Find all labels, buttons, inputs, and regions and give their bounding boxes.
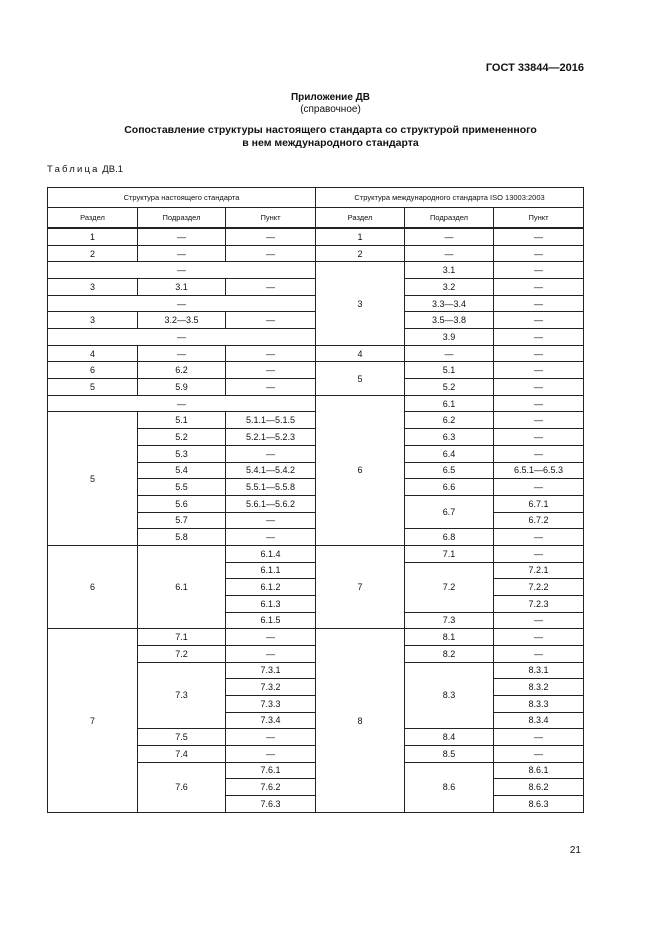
table-caption-number: ДВ.1 <box>102 164 123 175</box>
table-cell: 5.2 <box>405 379 494 396</box>
table-cell: 6.1.1 <box>226 562 316 579</box>
table-cell: 8.1 <box>405 629 494 646</box>
table-cell: 3 <box>48 279 138 296</box>
table-cell: 3.2—3.5 <box>138 312 226 329</box>
annex-title: Приложение ДВ <box>290 92 371 103</box>
table-cell: — <box>494 479 584 496</box>
table-row <box>48 228 584 245</box>
table-cell: 7.2.1 <box>494 562 584 579</box>
table-cell: 2 <box>48 245 138 262</box>
table-cell: 6.7.1 <box>494 495 584 512</box>
annex-header <box>0 92 661 116</box>
table-cell: 7.6.2 <box>226 779 316 796</box>
table-cell: 7.2 <box>405 562 494 612</box>
table-cell: — <box>48 329 316 346</box>
table-cell: 8.3.2 <box>494 679 584 696</box>
table-cell: 5 <box>48 379 138 396</box>
table-cell: 6.4 <box>405 445 494 462</box>
table-cell: 5.1.1—5.1.5 <box>226 412 316 429</box>
table-cell: 7.1 <box>138 629 226 646</box>
table-cell: 6.1 <box>138 545 226 628</box>
table-cell: 5.5 <box>138 479 226 496</box>
table-cell: — <box>48 295 316 312</box>
table-cell: 3.5—3.8 <box>405 312 494 329</box>
table-cell: — <box>494 279 584 296</box>
table-cell: 5 <box>316 362 405 395</box>
table-cell: 3.2 <box>405 279 494 296</box>
table-cell: — <box>226 645 316 662</box>
table-cell: 6.5 <box>405 462 494 479</box>
table-header-row <box>48 188 584 208</box>
header-section: Раздел <box>48 208 138 229</box>
table-cell: 2 <box>316 245 405 262</box>
header-group-international-standard: Структура международного стандарта ISO 13003:2003 <box>316 188 584 208</box>
table-cell: 6.1.4 <box>226 545 316 562</box>
table-row <box>48 379 584 396</box>
table-cell: 5.2.1—5.2.3 <box>226 429 316 446</box>
table-cell: 6 <box>316 395 405 545</box>
table-cell: — <box>48 262 316 279</box>
table-cell: 1 <box>48 228 138 245</box>
table-caption-label: Таблица <box>47 164 100 175</box>
table-cell: 7.1 <box>405 545 494 562</box>
table-cell: — <box>494 312 584 329</box>
table-cell: 7.6 <box>138 762 226 812</box>
table-cell: 3.1 <box>138 279 226 296</box>
table-cell: 6.7 <box>405 495 494 528</box>
table-cell: 7.6.1 <box>226 762 316 779</box>
header-subsection: Подраздел <box>405 208 494 229</box>
table-cell: 5.3 <box>138 445 226 462</box>
table-cell: 8.6.1 <box>494 762 584 779</box>
heading-line-2: в нем международного стандарта <box>242 137 419 149</box>
table-row <box>48 545 584 562</box>
table-cell: 5.9 <box>138 379 226 396</box>
table-cell: 5.6 <box>138 495 226 512</box>
table-cell: 5.1 <box>138 412 226 429</box>
table-cell: 7.3.2 <box>226 679 316 696</box>
table-cell: 7.6.3 <box>226 795 316 812</box>
table-cell: — <box>48 395 316 412</box>
table-cell: — <box>226 629 316 646</box>
table-row <box>48 279 584 296</box>
table-cell: 7.2 <box>138 645 226 662</box>
table-cell: — <box>226 228 316 245</box>
table-cell: 5.1 <box>405 362 494 379</box>
table-cell: 6.5.1—6.5.3 <box>494 462 584 479</box>
table-cell: — <box>494 362 584 379</box>
table-cell: 3.9 <box>405 329 494 346</box>
header-subsection: Подраздел <box>138 208 226 229</box>
table-cell: 1 <box>316 228 405 245</box>
table-caption <box>47 164 123 175</box>
table-cell: — <box>226 745 316 762</box>
table-cell: 7.4 <box>138 745 226 762</box>
table-cell: 8.5 <box>405 745 494 762</box>
table-cell: 5.2 <box>138 429 226 446</box>
table-cell: 6.1.5 <box>226 612 316 629</box>
table-cell: 7.3.3 <box>226 695 316 712</box>
table-cell: — <box>138 345 226 362</box>
table-cell: — <box>226 512 316 529</box>
table-cell: 8.3 <box>405 662 494 729</box>
table-row <box>48 629 584 646</box>
table-cell: — <box>226 279 316 296</box>
table-cell: — <box>494 262 584 279</box>
table-cell: — <box>494 295 584 312</box>
table-cell: — <box>494 412 584 429</box>
table-cell: — <box>226 245 316 262</box>
header-item: Пункт <box>226 208 316 229</box>
table-row <box>48 362 584 379</box>
table-cell: — <box>494 729 584 746</box>
table-cell: — <box>226 345 316 362</box>
table-cell: 5.5.1—5.5.8 <box>226 479 316 496</box>
table-cell: 4 <box>316 345 405 362</box>
table-cell: 7.3.1 <box>226 662 316 679</box>
table-cell: 5.7 <box>138 512 226 529</box>
table-cell: 8.6.3 <box>494 795 584 812</box>
table-cell: — <box>226 362 316 379</box>
header-section: Раздел <box>316 208 405 229</box>
table-cell: 8.3.3 <box>494 695 584 712</box>
table-cell: — <box>494 612 584 629</box>
table-cell: 7.2.3 <box>494 595 584 612</box>
table-cell: — <box>494 645 584 662</box>
table-cell: 5.4 <box>138 462 226 479</box>
table-cell: — <box>405 228 494 245</box>
table-cell: — <box>138 228 226 245</box>
table-cell: — <box>226 529 316 546</box>
page-number: 21 <box>569 845 581 856</box>
table-cell: 8.2 <box>405 645 494 662</box>
table-cell: — <box>226 445 316 462</box>
table-cell: 8.3.4 <box>494 712 584 729</box>
table-cell: — <box>494 345 584 362</box>
document-code: ГОСТ 33844—2016 <box>485 62 584 74</box>
table-cell: 8 <box>316 629 405 813</box>
table-cell: 5.8 <box>138 529 226 546</box>
table-cell: — <box>494 245 584 262</box>
table-row <box>48 262 584 279</box>
table-cell: 6.8 <box>405 529 494 546</box>
table-cell: — <box>138 245 226 262</box>
table-cell: — <box>494 629 584 646</box>
table-cell: 6 <box>48 545 138 628</box>
table-cell: 6.2 <box>138 362 226 379</box>
section-heading <box>60 124 601 150</box>
header-group-this-standard: Структура настоящего стандарта <box>48 188 316 208</box>
table-cell: 3 <box>316 262 405 345</box>
table-cell: 7.5 <box>138 729 226 746</box>
table-row <box>48 412 584 429</box>
table-cell: 7.3 <box>138 662 226 729</box>
table-cell: — <box>494 529 584 546</box>
table-cell: 7.3 <box>405 612 494 629</box>
comparison-table <box>47 187 584 813</box>
table-cell: — <box>494 395 584 412</box>
table-cell: 3.1 <box>405 262 494 279</box>
table-row <box>48 329 584 346</box>
table-cell: — <box>494 745 584 762</box>
table-cell: 6.3 <box>405 429 494 446</box>
table-row <box>48 245 584 262</box>
table-cell: — <box>226 379 316 396</box>
table-cell: 6 <box>48 362 138 379</box>
table-cell: 7.2.2 <box>494 579 584 596</box>
table-cell: 6.6 <box>405 479 494 496</box>
table-cell: 8.4 <box>405 729 494 746</box>
table-cell: 7 <box>316 545 405 628</box>
table-cell: 6.1 <box>405 395 494 412</box>
table-cell: 4 <box>48 345 138 362</box>
table-cell: — <box>494 228 584 245</box>
table-cell: — <box>494 329 584 346</box>
table-cell: 6.1.2 <box>226 579 316 596</box>
table-cell: 7 <box>48 629 138 813</box>
table-row <box>48 295 584 312</box>
table-cell: 8.3.1 <box>494 662 584 679</box>
table-cell: 3 <box>48 312 138 329</box>
table-row <box>48 312 584 329</box>
table-row <box>48 345 584 362</box>
table-cell: — <box>494 445 584 462</box>
table-cell: — <box>405 245 494 262</box>
header-item: Пункт <box>494 208 584 229</box>
table-cell: 7.3.4 <box>226 712 316 729</box>
annex-note: (справочное) <box>300 104 361 115</box>
table-cell: 5 <box>48 412 138 545</box>
table-cell: 8.6.2 <box>494 779 584 796</box>
table-cell: 5.6.1—5.6.2 <box>226 495 316 512</box>
table-subheader-row <box>48 208 584 229</box>
table-cell: — <box>494 429 584 446</box>
table-cell: — <box>494 545 584 562</box>
table-cell: 6.7.2 <box>494 512 584 529</box>
table-cell: 6.2 <box>405 412 494 429</box>
table-cell: 8.6 <box>405 762 494 812</box>
table-cell: — <box>226 312 316 329</box>
table-cell: — <box>494 379 584 396</box>
table-cell: — <box>405 345 494 362</box>
table-cell: 6.1.3 <box>226 595 316 612</box>
table-cell: 5.4.1—5.4.2 <box>226 462 316 479</box>
table-row <box>48 395 584 412</box>
table-cell: 3.3—3.4 <box>405 295 494 312</box>
table-cell: — <box>226 729 316 746</box>
heading-line-1: Сопоставление структуры настоящего стандарта со структурой примененного <box>124 124 537 136</box>
